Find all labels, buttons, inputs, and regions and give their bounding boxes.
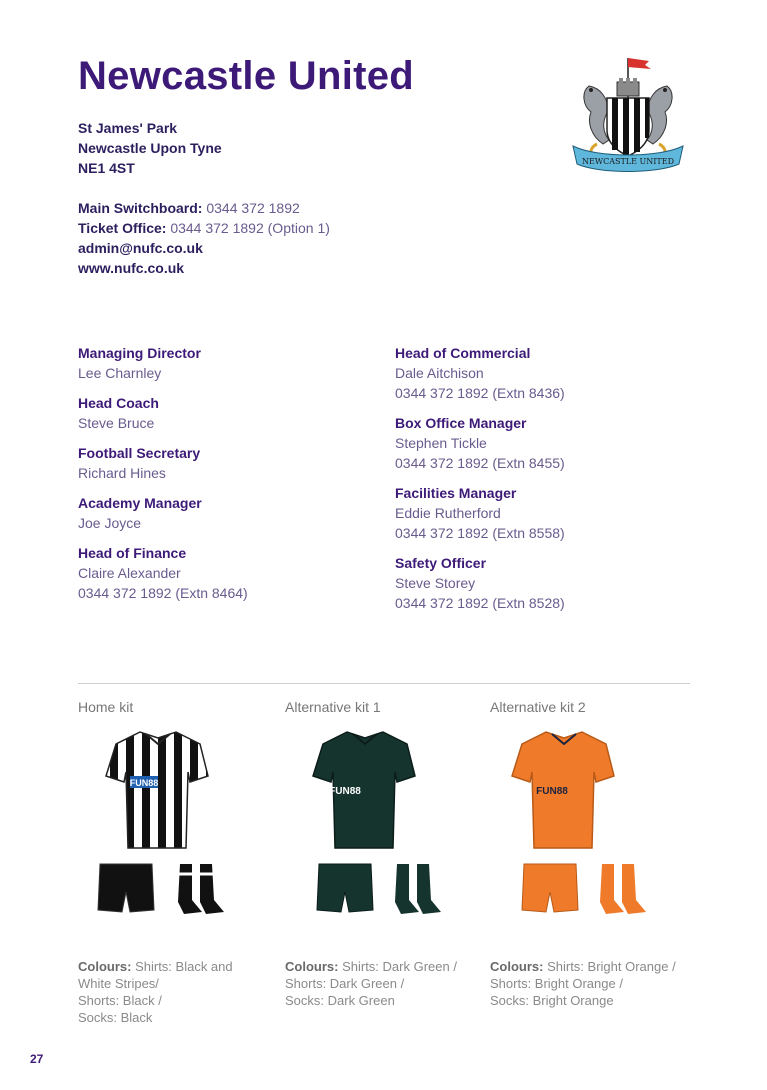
switchboard-row <box>78 198 330 218</box>
club-contacts <box>78 198 330 278</box>
staff-entry <box>78 393 378 433</box>
kit-colours-line: Socks: Black <box>78 1010 153 1025</box>
crest-ribbon-text: NEWCASTLE UNITED <box>582 157 674 166</box>
staff-role: Managing Director <box>78 345 201 361</box>
staff-entry <box>395 483 695 543</box>
staff-entry <box>78 443 378 483</box>
website-link[interactable]: www.nufc.co.uk <box>78 260 185 276</box>
kit-shirt <box>106 732 208 848</box>
staff-name: Dale Aitchison <box>395 365 484 381</box>
staff-column-right <box>395 343 695 623</box>
kit-sock <box>622 864 646 914</box>
kit-alternative-2 <box>490 698 690 1008</box>
staff-entry <box>78 343 378 383</box>
kit-illustration <box>78 724 264 962</box>
staff-role: Head Coach <box>78 395 159 411</box>
address-line-1: St James' Park <box>78 120 178 136</box>
staff-name: Stephen Tickle <box>395 435 487 451</box>
kit-illustration <box>285 724 471 962</box>
kit-colours-line: Socks: Dark Green <box>285 993 395 1008</box>
staff-role: Safety Officer <box>395 555 487 571</box>
kit-colours-label: Colours: <box>285 959 339 974</box>
switchboard-label: Main Switchboard: <box>78 200 203 216</box>
staff-phone: 0344 372 1892 (Extn 8436) <box>395 385 565 401</box>
section-divider <box>78 683 690 684</box>
staff-entry <box>395 343 695 403</box>
staff-role: Academy Manager <box>78 495 202 511</box>
kit-home <box>78 698 278 1025</box>
kit-sock <box>600 864 624 914</box>
staff-entry <box>78 493 378 533</box>
kit-sock <box>395 864 419 914</box>
kit-shorts <box>522 864 578 912</box>
page-number: 27 <box>30 1052 44 1066</box>
kit-name: Alternative kit 2 <box>490 699 586 715</box>
staff-phone: 0344 372 1892 (Extn 8464) <box>78 585 248 601</box>
staff-phone: 0344 372 1892 (Extn 8558) <box>395 525 565 541</box>
kit-sock <box>178 864 202 914</box>
kit-illustration <box>490 724 676 962</box>
page-title: Newcastle United <box>78 54 415 98</box>
address-line-3: NE1 4ST <box>78 160 135 176</box>
staff-name: Richard Hines <box>78 465 166 481</box>
staff-role: Box Office Manager <box>395 415 527 431</box>
kit-sponsor-text: FUN88 <box>129 778 159 788</box>
kit-colours <box>78 958 288 1026</box>
staff-name: Steve Bruce <box>78 415 155 431</box>
kit-colours-line: Shirts: Black and <box>135 959 233 974</box>
staff-name: Eddie Rutherford <box>395 505 501 521</box>
kit-colours-line: Socks: Bright Orange <box>490 993 614 1008</box>
kit-name: Alternative kit 1 <box>285 699 381 715</box>
kit-alternative-1 <box>285 698 485 1008</box>
switchboard-value: 0344 372 1892 <box>206 200 300 216</box>
kit-colours-label: Colours: <box>78 959 132 974</box>
club-address <box>78 118 222 178</box>
kit-shorts <box>317 864 373 912</box>
staff-role: Head of Commercial <box>395 345 531 361</box>
kit-colours <box>490 958 700 1009</box>
kit-name: Home kit <box>78 699 134 715</box>
kit-colours-line: Shirts: Bright Orange / <box>547 959 676 974</box>
staff-phone: 0344 372 1892 (Extn 8528) <box>395 595 565 611</box>
staff-role: Head of Finance <box>78 545 187 561</box>
staff-role: Facilities Manager <box>395 485 517 501</box>
kit-sock <box>200 864 224 914</box>
staff-name: Joe Joyce <box>78 515 142 531</box>
kit-colours-label: Colours: <box>490 959 544 974</box>
staff-name: Steve Storey <box>395 575 476 591</box>
staff-entry <box>395 413 695 473</box>
kit-sock <box>417 864 441 914</box>
kit-colours-line: Shirts: Dark Green / <box>342 959 457 974</box>
ticket-office-row <box>78 218 330 238</box>
staff-name: Lee Charnley <box>78 365 162 381</box>
kit-colours <box>285 958 495 1009</box>
staff-entry <box>78 543 378 603</box>
staff-role: Football Secretary <box>78 445 201 461</box>
kit-sponsor-text: FUN88 <box>536 786 568 797</box>
email-link[interactable]: admin@nufc.co.uk <box>78 240 203 256</box>
club-crest-logo <box>567 52 689 184</box>
kit-sponsor-text: FUN88 <box>329 786 361 797</box>
address-line-2: Newcastle Upon Tyne <box>78 140 222 156</box>
kit-colours-line: Shorts: Dark Green / <box>285 976 405 991</box>
staff-name: Claire Alexander <box>78 565 181 581</box>
ticket-office-value: 0344 372 1892 (Option 1) <box>170 220 330 236</box>
kit-shorts <box>98 864 154 912</box>
kit-colours-line: Shorts: Black / <box>78 993 162 1008</box>
kit-colours-line: White Stripes/ <box>78 976 159 991</box>
staff-phone: 0344 372 1892 (Extn 8455) <box>395 455 565 471</box>
staff-entry <box>395 553 695 613</box>
kit-colours-line: Shorts: Bright Orange / <box>490 976 623 991</box>
ticket-office-label: Ticket Office: <box>78 220 167 236</box>
staff-column-left <box>78 343 378 613</box>
